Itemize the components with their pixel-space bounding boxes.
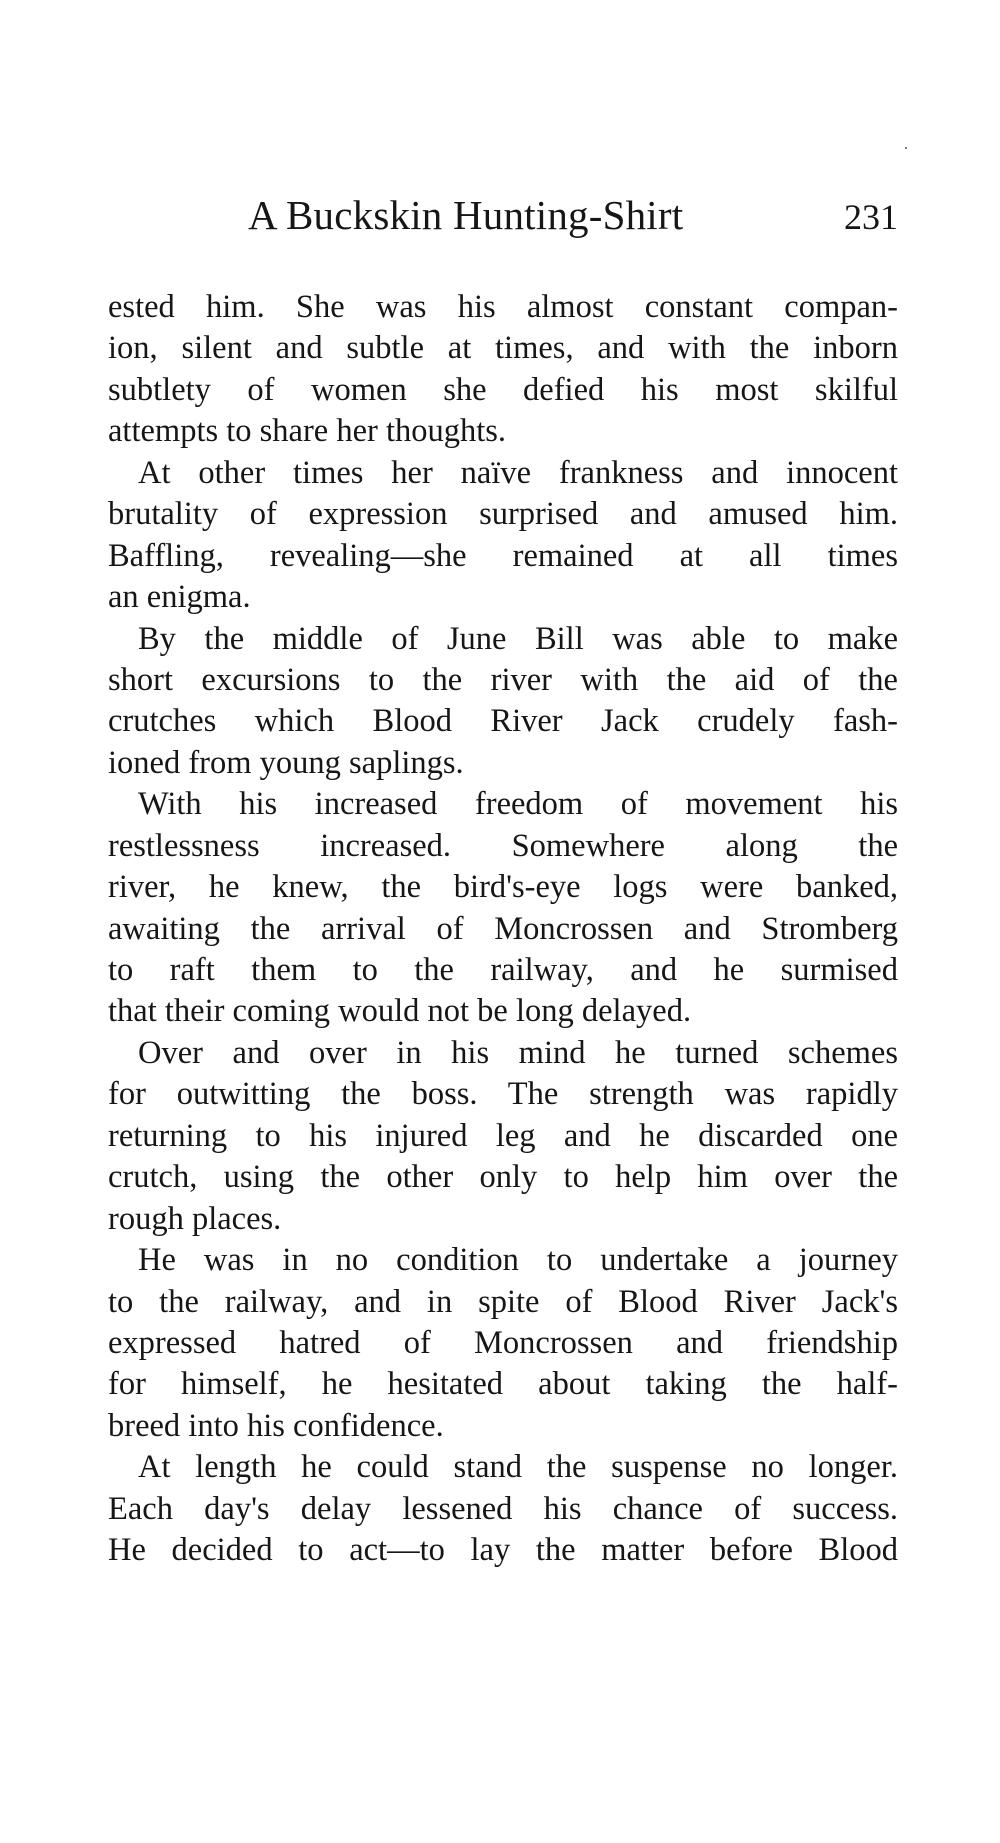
text-line: rough places. [108,1200,282,1237]
print-speck [905,147,907,149]
text-line: short excursions to the river with the aid of the [108,661,898,698]
text-line: ioned from young saplings. [108,744,464,781]
page-header [108,190,898,250]
text-line: ested him. She was his almost constant compan- [108,289,898,325]
text-line: awaiting the arrival of Moncrossen and Stromberg [108,910,898,947]
text-line: breed into his confidence. [108,1407,444,1444]
text-line: He was in no condition to undertake a journey [138,1242,898,1279]
text-line: subtlety of women she defied his most skilful [108,371,898,408]
text-line: that their coming would not be long delayed. [108,993,692,1030]
text-line: to the railway, and in spite of Blood River Jack's [108,1283,898,1320]
text-line: for himself, he hesitated about taking the half- [108,1366,898,1403]
text-line: brutality of expression surprised and amused him. [108,496,898,533]
page-number: 231 [844,197,898,237]
text-line: Each day's delay lessened his chance of success. [108,1490,898,1527]
text-line: At length he could stand the suspense no longer. [138,1449,898,1486]
text-line: restlessness increased. Somewhere along the [108,827,898,864]
text-line: to raft them to the railway, and he surmised [108,952,898,988]
text-line: crutch, using the other only to help him over the [108,1159,898,1196]
text-line: crutches which Blood River Jack crudely fash- [108,703,898,740]
text-line: With his increased freedom of movement his [138,786,898,823]
text-line: expressed hatred of Moncrossen and friendship [108,1324,898,1361]
text-line: attempts to share her thoughts. [108,413,507,450]
text-line: Baffling, revealing—she remained at all times [108,537,898,574]
text-line: river, he knew, the bird's-eye logs were banked, [108,869,898,906]
text-line: By the middle of June Bill was able to make [138,620,898,657]
text-line: Over and over in his mind he turned schemes [138,1034,898,1071]
body-text [108,287,898,1572]
text-line: ion, silent and subtle at times, and with the inborn [108,330,898,367]
text-line: He decided to act—to lay the matter before Blood [108,1532,898,1569]
text-line: returning to his injured leg and he discarded one [108,1117,898,1154]
text-line: an enigma. [108,579,251,616]
running-title: A Buckskin Hunting-Shirt [248,192,684,238]
text-line: for outwitting the boss. The strength was rapidly [108,1076,898,1113]
text-line: At other times her naïve frankness and innocent [138,454,898,491]
